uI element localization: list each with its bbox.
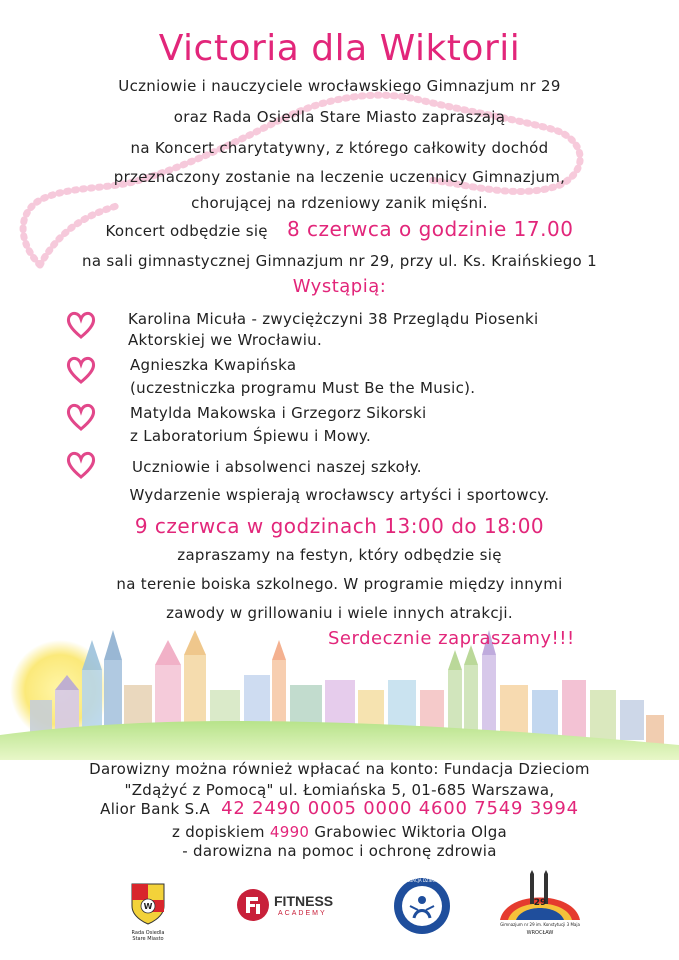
note-code: 4990 [269,823,310,841]
gimnazjum-city: WROCŁAW [526,930,554,936]
rada-osiedla-logo [128,880,168,942]
performer-4-line-1: Uczniowie i absolwenci naszej szkoły. [132,458,422,476]
donation-purpose: - darowizna na pomoc i ochronę zdrowia [182,842,497,860]
concert-date-line [0,217,679,241]
intro-line-2: oraz Rada Osiedla Stare Miasto zapraszają [173,108,506,126]
fitness-emblem-icon [236,888,270,922]
donation-line-2: "Zdążyć z Pomocą" ul. Łomiańska 5, 01-685 Warszawa, [124,781,555,799]
donation-line-1: Darowizny można również wpłacać na konto: Fundacja Dzieciom [89,760,590,778]
performer-3-line-1: Matylda Makowska i Grzegorz Sikorski [130,404,427,422]
fitness-name: FITNESS [274,893,334,909]
intro-line-4: przeznaczony zostanie na leczenie uczennicy Gimnazjum, [113,168,566,186]
gimnazjum-number: 29 [533,898,547,908]
performer-1-line-1: Karolina Micuła - zwyciężczyni 38 Przeglądu Piosenki [128,310,539,328]
fitness-sub: ACADEMY [278,910,327,917]
festyn-date: 9 czerwca w godzinach 13:00 do 18:00 [134,514,545,538]
concert-venue: na sali gimnastycznej Gimnazjum nr 29, przy ul. Ks. Kraińskiego 1 [82,252,597,270]
gimnazjum-label: Gimnazjum nr 29 im. Konstytucji 3 Maja [500,922,580,927]
heart-icon [66,355,96,385]
fitness-academy-logo [236,888,348,928]
gimnazjum-emblem-icon [496,870,584,922]
page-title: Victoria dla Wiktorii [158,28,521,69]
heart-icon [66,450,96,480]
account-number: 42 2490 0005 0000 4600 7549 3994 [221,798,579,819]
gimnazjum-29-logo [496,870,584,942]
fundacja-dzieciom-logo [392,876,452,936]
note-name: Grabowiec Wiktoria Olga [314,823,508,841]
concert-date: 8 czerwca o godzinie 17.00 [286,217,574,241]
closing-invitation: Serdecznie zapraszamy!!! [328,628,575,649]
festyn-line-2: na terenie boiska szkolnego. W programie między innymi [116,575,563,593]
intro-line-1: Uczniowie i nauczyciele wrocławskiego Gimnazjum nr 29 [118,77,561,95]
donation-account-line [0,798,679,819]
performer-2-line-1: Agnieszka Kwapińska [130,356,297,374]
intro-line-3: na Koncert charytatywny, z którego całkowity dochód [130,139,549,157]
fundacja-label: FUNDACJA DZIECIOM [401,878,443,883]
fundacja-emblem-icon [392,876,452,936]
donation-note-line [0,822,679,841]
performers-heading: Wystąpią: [292,276,387,297]
coat-of-arms-icon [128,880,168,926]
support-line: Wydarzenie wspierają wrocławscy artyści i sportowcy. [129,486,550,504]
rada-osiedla-label: Rada Osiedla Stare Miasto [131,930,165,942]
sponsor-logos [0,868,679,948]
concert-prefix: Koncert odbędzie się [105,222,268,240]
bank-name: Alior Bank S.A [100,800,211,818]
performer-1-line-2: Aktorskiej we Wrocławiu. [128,331,323,349]
performer-3-line-2: z Laboratorium Śpiewu i Mowy. [130,427,372,445]
svg-text:W: W [143,902,153,911]
festyn-line-3: zawody w grillowaniu i wiele innych atrakcji. [166,604,513,622]
heart-icon [66,310,96,340]
performer-2-line-2: (uczestniczka programu Must Be the Music). [130,379,476,397]
festyn-line-1: zapraszamy na festyn, który odbędzie się [177,546,502,564]
intro-line-5: chorującej na rdzeniowy zanik mięśni. [191,194,488,212]
note-prefix: z dopiskiem [171,823,265,841]
heart-icon [66,402,96,432]
